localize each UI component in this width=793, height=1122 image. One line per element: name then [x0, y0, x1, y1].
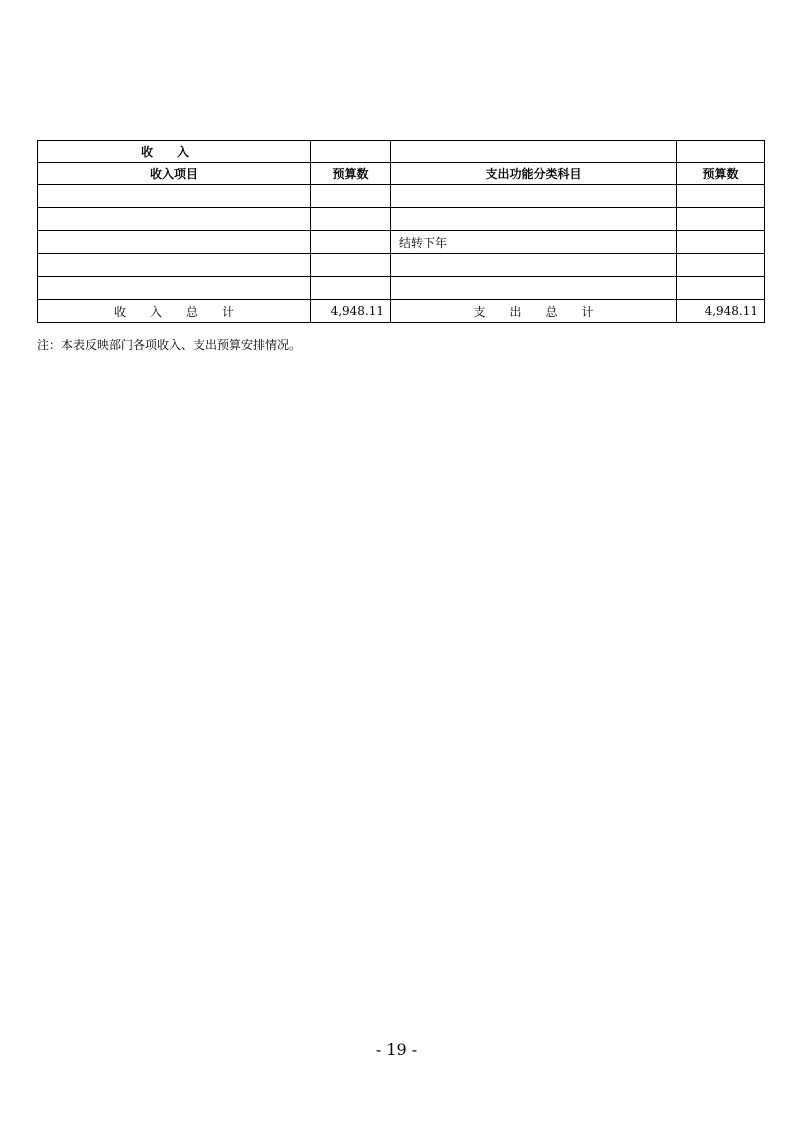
- income-total-value: 4,948.11: [311, 300, 391, 323]
- expense-category-cell: [391, 254, 677, 277]
- page-number: - 19 -: [375, 1040, 418, 1059]
- income-budget-header: 预算数: [311, 163, 391, 185]
- income-budget-cell: [311, 208, 391, 231]
- expense-budget-cell: [677, 277, 765, 300]
- table-total-row: [38, 300, 765, 323]
- income-group-header: 收 入: [38, 141, 311, 163]
- header-top-empty-cell: [677, 141, 765, 163]
- income-total-label: 收 入 总 计: [38, 300, 311, 323]
- table-row: [38, 208, 765, 231]
- income-item-cell: [38, 185, 311, 208]
- table-header-row: [38, 163, 765, 185]
- header-top-empty-cell: [311, 141, 391, 163]
- expense-total-value: 4,948.11: [677, 300, 765, 323]
- income-budget-cell: [311, 254, 391, 277]
- table-row: [38, 185, 765, 208]
- budget-table: [37, 140, 765, 323]
- table-row: [38, 231, 765, 254]
- expense-budget-cell: [677, 208, 765, 231]
- income-budget-cell: [311, 185, 391, 208]
- income-item-cell: [38, 254, 311, 277]
- income-item-header: 收入项目: [38, 163, 311, 185]
- expense-total-label: 支 出 总 计: [391, 300, 677, 323]
- income-budget-cell: [311, 277, 391, 300]
- income-item-cell: [38, 208, 311, 231]
- income-budget-cell: [311, 231, 391, 254]
- expense-budget-cell: [677, 254, 765, 277]
- income-item-cell: [38, 231, 311, 254]
- expense-budget-cell: [677, 231, 765, 254]
- expense-category-cell: [391, 277, 677, 300]
- expense-category-header: 支出功能分类科目: [391, 163, 677, 185]
- table-row: [38, 277, 765, 300]
- header-top-empty-cell: [391, 141, 677, 163]
- income-item-cell: [38, 277, 311, 300]
- table-note: 注：本表反映部门各项收入、支出预算安排情况。: [37, 338, 302, 352]
- expense-budget-header: 预算数: [677, 163, 765, 185]
- table-header-top-row: [38, 141, 765, 163]
- expense-budget-cell: [677, 185, 765, 208]
- table-row: [38, 254, 765, 277]
- expense-category-cell: [391, 208, 677, 231]
- expense-category-cell: 结转下年: [391, 231, 677, 254]
- expense-category-cell: [391, 185, 677, 208]
